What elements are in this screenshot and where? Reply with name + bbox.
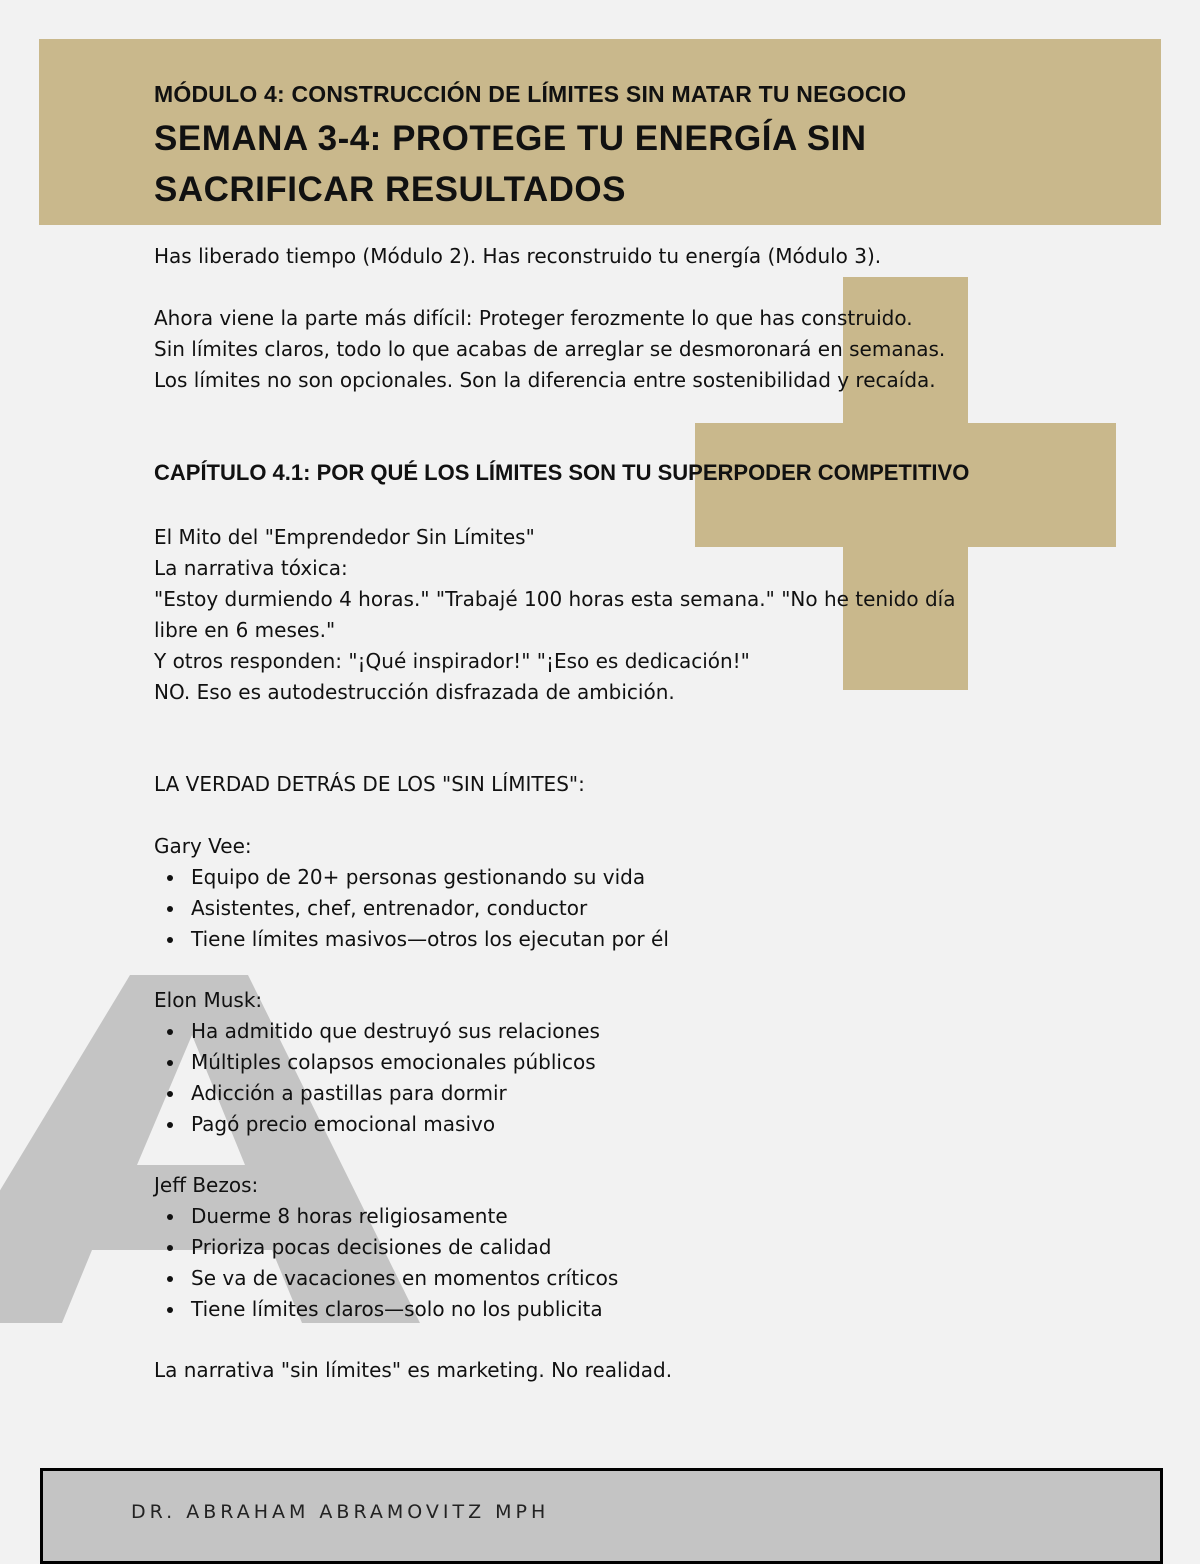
chapter-heading: CAPÍTULO 4.1: POR QUÉ LOS LÍMITES SON TU SUPERPODER COMPETITIVO bbox=[154, 460, 970, 485]
text-line: NO. Eso es autodestrucción disfrazada de ambición. bbox=[154, 680, 675, 704]
text-line: Ahora viene la parte más difícil: Proteger ferozmente lo que has construido. bbox=[154, 306, 913, 330]
truth-heading: LA VERDAD DETRÁS DE LOS "SIN LÍMITES": bbox=[154, 772, 585, 796]
title-line: SEMANA 3-4: PROTEGE TU ENERGÍA SIN bbox=[154, 119, 867, 158]
author-name: DR. ABRAHAM ABRAMOVITZ MPH bbox=[131, 1501, 550, 1523]
text-line: La narrativa tóxica: bbox=[154, 556, 348, 580]
person-gary-vee bbox=[154, 831, 669, 955]
text-line: El Mito del "Emprendedor Sin Límites" bbox=[154, 525, 535, 549]
text-line: Y otros responden: "¡Qué inspirador!" "¡Eso es dedicación!" bbox=[154, 649, 750, 673]
myth-section bbox=[154, 522, 955, 708]
conclusion: La narrativa "sin límites" es marketing. No realidad. bbox=[154, 1358, 673, 1382]
list-item: Prioriza pocas decisiones de calidad bbox=[191, 1232, 618, 1263]
person-elon-musk bbox=[154, 985, 600, 1140]
list-item: Se va de vacaciones en momentos críticos bbox=[191, 1263, 618, 1294]
text-line: libre en 6 meses." bbox=[154, 618, 336, 642]
list-item: Asistentes, chef, entrenador, conductor bbox=[191, 893, 669, 924]
bullet-list bbox=[154, 1016, 600, 1140]
module-header bbox=[39, 39, 1161, 225]
footer bbox=[40, 1468, 1163, 1564]
list-item: Duerme 8 horas religiosamente bbox=[191, 1201, 618, 1232]
page-title bbox=[154, 113, 867, 215]
text-line: Los límites no son opcionales. Son la diferencia entre sostenibilidad y recaída. bbox=[154, 368, 936, 392]
text-line: "Estoy durmiendo 4 horas." "Trabajé 100 horas esta semana." "No he tenido día bbox=[154, 587, 956, 611]
list-item: Ha admitido que destruyó sus relaciones bbox=[191, 1016, 600, 1047]
module-label: MÓDULO 4: CONSTRUCCIÓN DE LÍMITES SIN MATAR TU NEGOCIO bbox=[154, 81, 907, 107]
intro-paragraph: Has liberado tiempo (Módulo 2). Has reconstruido tu energía (Módulo 3). bbox=[154, 244, 882, 268]
list-item: Múltiples colapsos emocionales públicos bbox=[191, 1047, 600, 1078]
person-name: Elon Musk: bbox=[154, 988, 263, 1012]
person-jeff-bezos bbox=[154, 1170, 618, 1325]
list-item: Tiene límites masivos—otros los ejecutan por él bbox=[191, 924, 669, 955]
list-item: Adicción a pastillas para dormir bbox=[191, 1078, 600, 1109]
title-line: SACRIFICAR RESULTADOS bbox=[154, 170, 626, 209]
text-line: Sin límites claros, todo lo que acabas de arreglar se desmoronará en semanas. bbox=[154, 337, 946, 361]
bullet-list bbox=[154, 1201, 618, 1325]
list-item: Tiene límites claros—solo no los publicita bbox=[191, 1294, 618, 1325]
list-item: Equipo de 20+ personas gestionando su vida bbox=[191, 862, 669, 893]
person-name: Gary Vee: bbox=[154, 834, 252, 858]
intro-paragraph-2 bbox=[154, 303, 945, 396]
list-item: Pagó precio emocional masivo bbox=[191, 1109, 600, 1140]
person-name: Jeff Bezos: bbox=[154, 1173, 259, 1197]
bullet-list bbox=[154, 862, 669, 955]
